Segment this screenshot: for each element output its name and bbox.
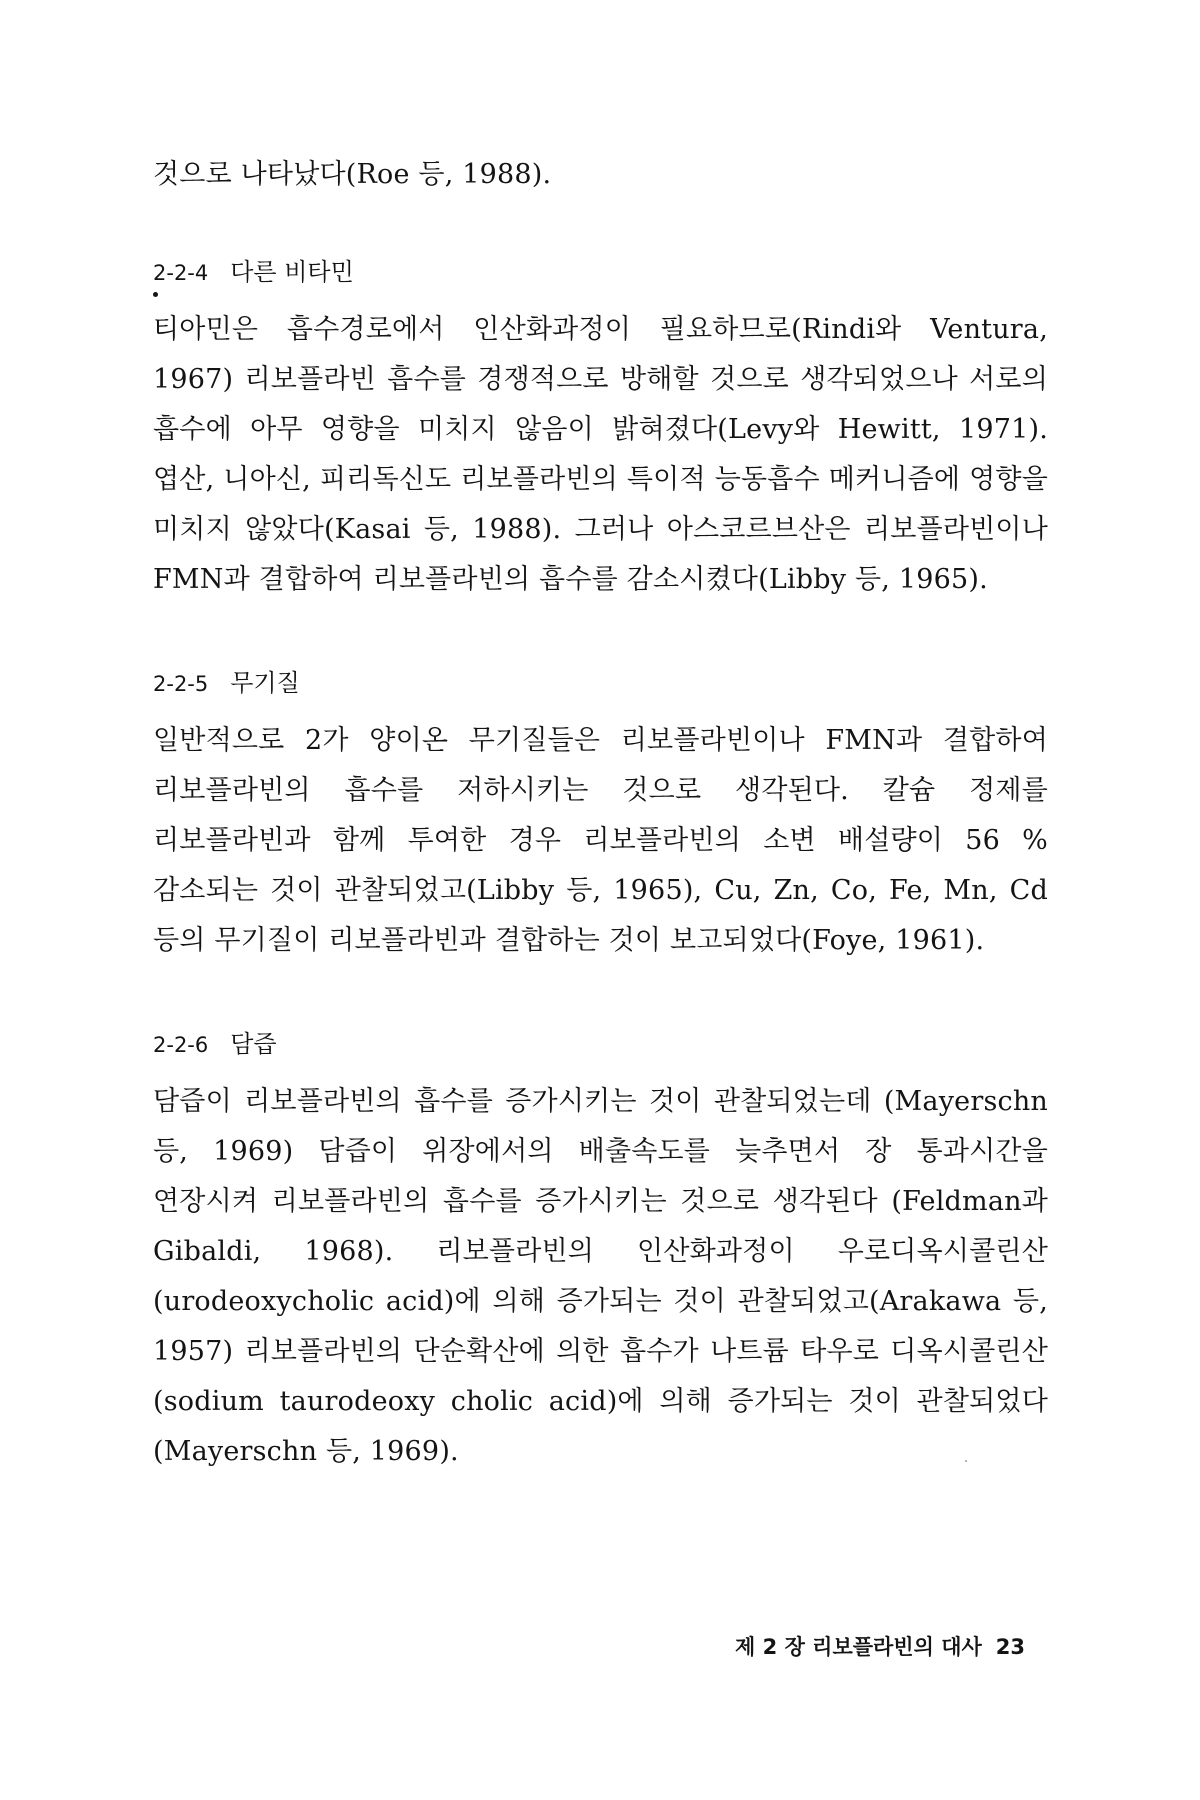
section-paragraph: 담즙이 리보플라빈의 흡수를 증가시키는 것이 관찰되었는데 (Mayerschn 등, 1969) 담즙이 위장에서의 배출속도를 늦추면서 장 통과시간을 연장시켜 리보플라빈의 흡수를 증가시키는 것으로 생각된다 (Feldman과 Gibaldi, 1968). 리보플라빈의 인산화과정이 우로디옥시콜린산(urodeoxycholic acid)에 의해 증가되는 것이 관찰되었고(Arakawa 등, 1957) 리보플라빈의 단순확산에 의한 흡수가 나트륨 타우로 디옥시콜린산(sodium taurodeoxy cholic acid)에 의해 증가되는 것이 관찰되었다(Mayerschn 등, 1969). (153, 1086, 1048, 1467)
bullet-dot (153, 292, 158, 297)
section-number: 2-2-6 (153, 1033, 209, 1057)
page-footer (735, 1632, 1025, 1662)
page-body (153, 150, 1048, 1533)
section-paragraph: 티아민은 흡수경로에서 인산화과정이 필요하므로(Rindi와 Ventura, 1967) 리보플라빈 흡수를 경쟁적으로 방해할 것으로 생각되었으나 서로의 흡수에 아무 영향을 미치지 않음이 밝혀졌다(Levy와 Hewitt, 1971). 엽산, 니아신, 피리독신도 리보플라빈의 특이적 능동흡수 메커니즘에 영향을 미치지 않았다(Kasai 등, 1988). 그러나 아스코르브산은 리보플라빈이나 FMN과 결합하여 리보플라빈의 흡수를 감소시켰다(Libby 등, 1965). (153, 314, 1048, 595)
section-paragraph: 일반적으로 2가 양이온 무기질들은 리보플라빈이나 FMN과 결합하여 리보플라빈의 흡수를 저하시키는 것으로 생각된다. 칼슘 정제를 리보플라빈과 함께 투여한 경우 리보플라빈의 소변 배설량이 56 % 감소되는 것이 관찰되었고(Libby 등, 1965), Cu, Zn, Co, Fe, Mn, Cd 등의 무기질이 리보플라빈과 결합하는 것이 보고되었다(Foye, 1961). (153, 725, 1048, 956)
section-minerals (153, 661, 1048, 966)
section-number: 2-2-4 (153, 261, 209, 285)
section-title: 무기질 (230, 669, 300, 697)
section-heading (153, 250, 1048, 295)
chapter-title: 제 2 장 리보플라빈의 대사 (735, 1635, 982, 1659)
section-other-vitamins (153, 250, 1048, 605)
section-title: 담즙 (230, 1030, 277, 1058)
scan-speck (965, 1460, 967, 1462)
continued-paragraph: 것으로 나타났다(Roe 등, 1988). (153, 159, 552, 190)
section-heading (153, 661, 1048, 706)
section-bile (153, 1022, 1048, 1477)
section-title: 다른 비타민 (230, 258, 354, 286)
section-number: 2-2-5 (153, 672, 209, 696)
section-heading (153, 1022, 1048, 1067)
page-number: 23 (995, 1635, 1025, 1659)
